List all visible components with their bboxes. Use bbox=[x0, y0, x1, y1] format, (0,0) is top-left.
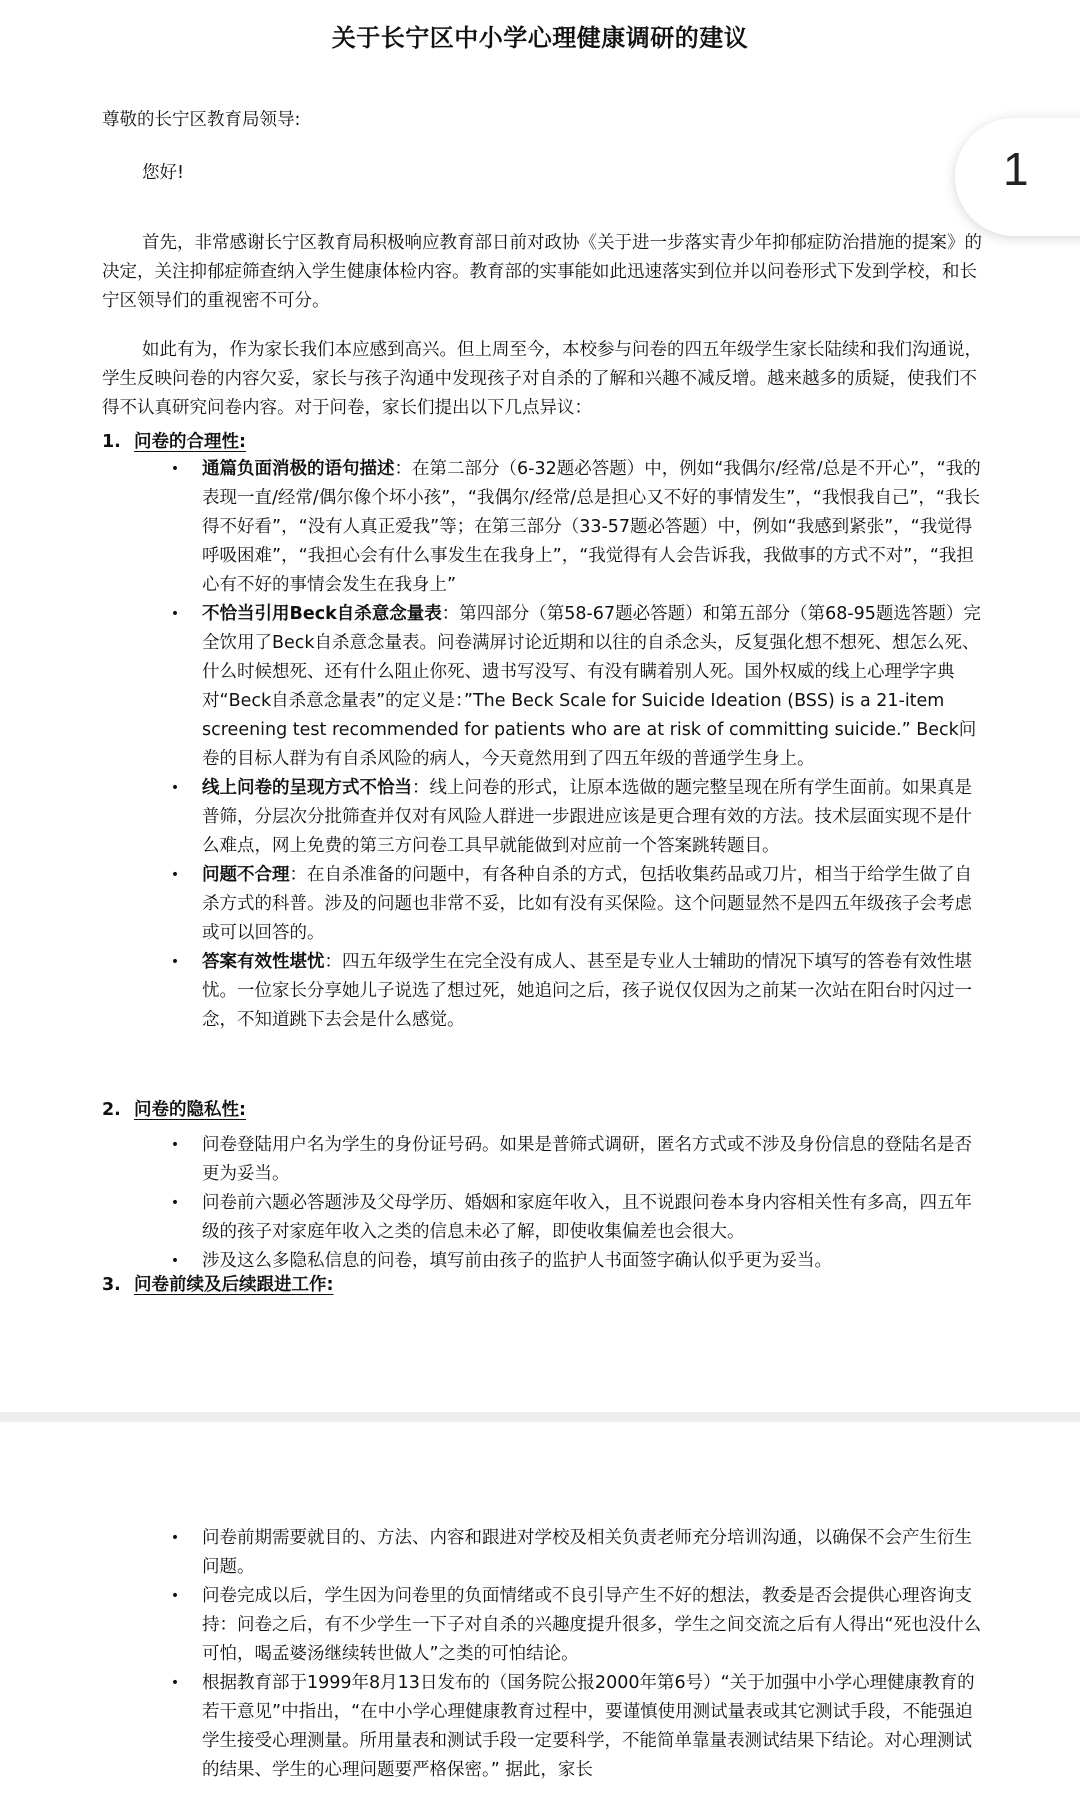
item-text: 涉及这么多隐私信息的问卷，填写前由孩子的监护人书面签字确认似乎更为妥当。 bbox=[202, 1251, 832, 1271]
item-text: 问卷完成以后，学生因为问卷里的负面情绪或不良引导产生不好的想法，教委是否会提供心理咨询支持：问卷之后，有不少学生一下子对自杀的兴趣度提升很多，学生之间交流之后有人得出“死也没什么可怕，喝孟婆汤继续转世做人”之类的可怕结论。 bbox=[202, 1586, 982, 1664]
item-lead: 通篇负面消极的语句描述 bbox=[202, 459, 395, 479]
list-item: • 问卷前六题必答题涉及父母学历、婚姻和家庭年收入，且不说跟问卷本身内容相关性有多高，四五年级的孩子对家庭年收入之类的信息未必了解，即使收集偏差也会很大。 bbox=[170, 1193, 972, 1242]
section-label: 问卷的隐私性: bbox=[134, 1100, 246, 1120]
item-text: 问卷登陆用户名为学生的身份证号码。如果是普筛式调研，匿名方式或不涉及身份信息的登陆名是否更为妥当。 bbox=[202, 1135, 972, 1184]
list-item: • 问题不合理：在自杀准备的问题中，有各种自杀的方式，包括收集药品或刀片，相当于给学生做了自杀方式的科普。涉及的问题也非常不妥，比如有没有买保险。这个问题显然不是四五年级孩子会考虑或可以回答的。 bbox=[170, 865, 972, 943]
list-item: • 不恰当引用Beck自杀意念量表：第四部分（第58-67题必答题）和第五部分（第68-95题选答题）完全饮用了Beck自杀意念量表。问卷满屏讨论近期和以往的自杀念头，反复强化想不想死、想怎么死、什么时候想死、还有什么阻止你死、遗书写没写、有没有瞒着别人死。国外权威的线上心理学字典对“Beck自杀意念量表”的定义是：”The Beck Scale for Suicide Ideation (BSS) is a 21-item screening test recommended for patients who are at risk of committing suicide.” Beck问卷的目标人群为有自杀风险的病人，今天竟然用到了四五年级的普通学生身上。 bbox=[170, 604, 981, 769]
list-item: • 答案有效性堪忧：四五年级学生在完全没有成人、甚至是专业人士辅助的情况下填写的答卷有效性堪忧。一位家长分享她儿子说选了想过死，她追问之后，孩子说仅仅因为之前某一次站在阳台时闪过一念，不知道跳下去会是什么感觉。 bbox=[170, 952, 972, 1030]
section-2-list bbox=[168, 1131, 986, 1276]
item-text: 问卷前六题必答题涉及父母学历、婚姻和家庭年收入，且不说跟问卷本身内容相关性有多高，四五年级的孩子对家庭年收入之类的信息未必了解，即使收集偏差也会很大。 bbox=[202, 1193, 972, 1242]
item-lead: 线上问卷的呈现方式不恰当 bbox=[202, 778, 412, 798]
item-text: 根据教育部于1999年8月13日发布的（国务院公报2000年第6号）“关于加强中小学心理健康教育的若干意见”中指出，“在中小学心理健康教育过程中，要谨慎使用测试量表或其它测试手段，不能强迫学生接受心理测量。所用量表和测试手段一定要科学，不能简单靠量表测试结果下结论。对心理测试的结果、学生的心理问题要严格保密。” 据此，家长 bbox=[202, 1673, 975, 1780]
list-item: • 问卷登陆用户名为学生的身份证号码。如果是普筛式调研，匿名方式或不涉及身份信息的登陆名是否更为妥当。 bbox=[170, 1135, 972, 1184]
paragraph-concerns: 如此有为，作为家长我们本应感到高兴。但上周至今，本校参与问卷的四五年级学生家长陆续和我们沟通说，学生反映问卷的内容欠妥，家长与孩子沟通中发现孩子对自杀的了解和兴趣不减反增。越来越多的质疑，使我们不得不认真研究问卷内容。对于问卷，家长们提出以下几点异议： bbox=[102, 339, 982, 418]
section-heading-2 bbox=[102, 1096, 246, 1125]
page-separator bbox=[0, 1412, 1080, 1422]
list-item: • 问卷完成以后，学生因为问卷里的负面情绪或不良引导产生不好的想法，教委是否会提供心理咨询支持：问卷之后，有不少学生一下子对自杀的兴趣度提升很多，学生之间交流之后有人得出“死也没什么可怕，喝孟婆汤继续转世做人”之类的可怕结论。 bbox=[170, 1586, 982, 1664]
section-label: 问卷前续及后续跟进工作: bbox=[134, 1275, 334, 1295]
greeting: 您好! bbox=[142, 163, 185, 183]
list-item: • 涉及这么多隐私信息的问卷，填写前由孩子的监护人书面签字确认似乎更为妥当。 bbox=[170, 1251, 832, 1271]
list-item: • 通篇负面消极的语句描述：在第二部分（6-32题必答题）中，例如“我偶尔/经常/总是不开心”，“我的表现一直/经常/偶尔像个坏小孩”，“我偶尔/经常/总是担心又不好的事情发生”，“我恨我自己”，“我长得不好看”，“没有人真正爱我”等；在第三部分（33-57题必答题）中，例如“我感到紧张”，“我觉得呼吸困难”，“我担心会有什么事发生在我身上”，“我觉得有人会告诉我，我做事的方式不对”，“我担心有不好的事情会发生在我身上” bbox=[170, 459, 981, 595]
item-text: ：线上问卷的形式，让原本选做的题完整呈现在所有学生面前。如果真是普筛，分层次分批筛查并仅对有风险人群进一步跟进应该是更合理有效的方法。技术层面实现不是什么难点，网上免费的第三方问卷工具早就能做到对应前一个答案跳转题目。 bbox=[202, 778, 972, 856]
section-number: 3. bbox=[102, 1275, 121, 1295]
item-text: ：四五年级学生在完全没有成人、甚至是专业人士辅助的情况下填写的答卷有效性堪忧。一位家长分享她儿子说选了想过死，她追问之后，孩子说仅仅因为之前某一次站在阳台时闪过一念，不知道跳下去会是什么感觉。 bbox=[202, 952, 972, 1030]
item-lead: 不恰当引用Beck自杀意念量表 bbox=[202, 604, 442, 624]
page-number: 1 bbox=[1003, 143, 1029, 195]
document-title: 关于长宁区中小学心理健康调研的建议 bbox=[331, 24, 749, 52]
section-heading-3 bbox=[102, 1271, 334, 1300]
list-item: • 线上问卷的呈现方式不恰当：线上问卷的形式，让原本选做的题完整呈现在所有学生面前。如果真是普筛，分层次分批筛查并仅对有风险人群进一步跟进应该是更合理有效的方法。技术层面实现不是什么难点，网上免费的第三方问卷工具早就能做到对应前一个答案跳转题目。 bbox=[170, 778, 972, 856]
section-label: 问卷的合理性: bbox=[134, 432, 246, 452]
item-text: ：在自杀准备的问题中，有各种自杀的方式，包括收集药品或刀片，相当于给学生做了自杀方式的科普。涉及的问题也非常不妥，比如有没有买保险。这个问题显然不是四五年级孩子会考虑或可以回答的。 bbox=[202, 865, 972, 943]
item-lead: 问题不合理 bbox=[202, 865, 290, 885]
section-3-list bbox=[168, 1524, 986, 1785]
item-text: 问卷前期需要就目的、方法、内容和跟进对学校及相关负责老师充分培训沟通，以确保不会产生衍生问题。 bbox=[202, 1528, 972, 1577]
item-lead: 答案有效性堪忧 bbox=[202, 952, 325, 972]
item-text: ：在第二部分（6-32题必答题）中，例如“我偶尔/经常/总是不开心”，“我的表现一直/经常/偶尔像个坏小孩”，“我偶尔/经常/总是担心又不好的事情发生”，“我恨我自己”，“我长得不好看”，“没有人真正爱我”等；在第三部分（33-57题必答题）中，例如“我感到紧张”，“我觉得呼吸困难”，“我担心会有什么事发生在我身上”，“我觉得有人会告诉我，我做事的方式不对”，“我担心有不好的事情会发生在我身上” bbox=[202, 459, 981, 595]
section-number: 1. bbox=[102, 432, 121, 452]
salutation: 尊敬的长宁区教育局领导: bbox=[102, 110, 301, 130]
paragraph-intro: 首先，非常感谢长宁区教育局积极响应教育部日前对政协《关于进一步落实青少年抑郁症防治措施的提案》的决定，关注抑郁症筛查纳入学生健康体检内容。教育部的实事能如此迅速落实到位并以问卷形式下发到学校，和长宁区领导们的重视密不可分。 bbox=[102, 232, 982, 311]
list-item: • 问卷前期需要就目的、方法、内容和跟进对学校及相关负责老师充分培训沟通，以确保不会产生衍生问题。 bbox=[170, 1528, 972, 1577]
list-item: • 根据教育部于1999年8月13日发布的（国务院公报2000年第6号）“关于加强中小学心理健康教育的若干意见”中指出，“在中小学心理健康教育过程中，要谨慎使用测试量表或其它测试手段，不能强迫学生接受心理测量。所用量表和测试手段一定要科学，不能简单靠量表测试结果下结论。对心理测试的结果、学生的心理问题要严格保密。” 据此，家长 bbox=[170, 1673, 975, 1780]
section-heading-1 bbox=[102, 428, 246, 457]
section-1-list bbox=[168, 455, 986, 1035]
item-text: ：第四部分（第58-67题必答题）和第五部分（第68-95题选答题）完全饮用了Beck自杀意念量表。问卷满屏讨论近期和以往的自杀念头，反复强化想不想死、想怎么死、什么时候想死、还有什么阻止你死、遗书写没写、有没有瞒着别人死。国外权威的线上心理学字典对“Beck自杀意念量表”的定义是：”The Beck Scale for Suicide Ideation (BSS) is a 21-item screening test recommended for patients who are at risk of committing suicide.” Beck问卷的目标人群为有自杀风险的病人，今天竟然用到了四五年级的普通学生身上。 bbox=[202, 604, 981, 769]
section-number: 2. bbox=[102, 1100, 121, 1120]
